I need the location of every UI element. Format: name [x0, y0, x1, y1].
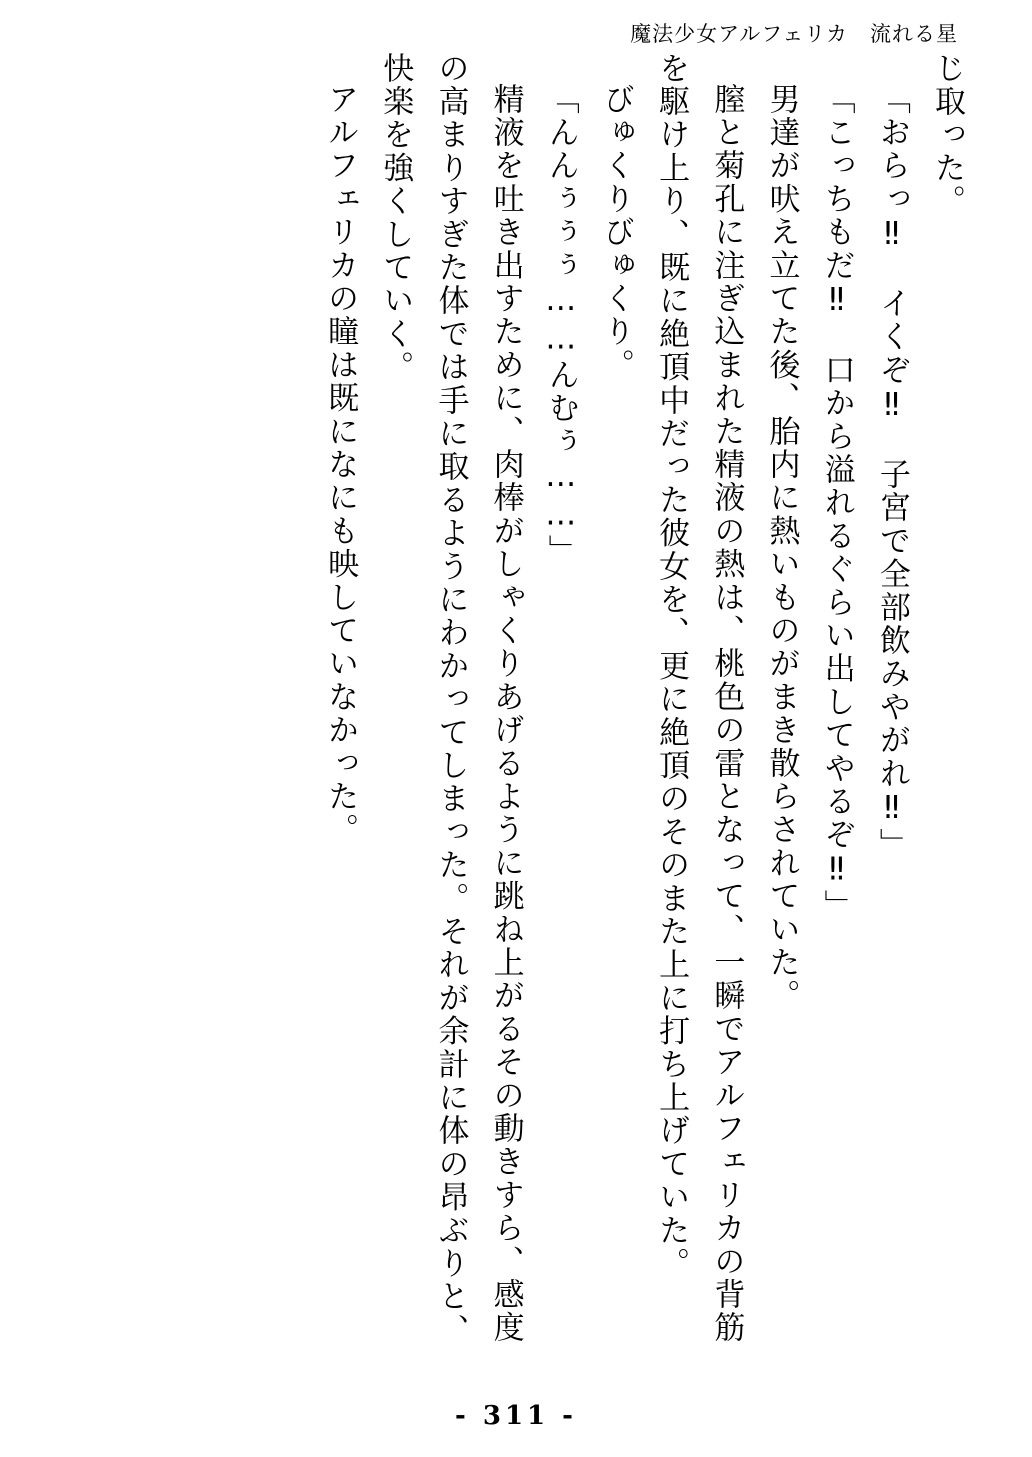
body-paragraph: 「んんぅぅぅ……んむぅ……」: [542, 83, 579, 568]
page-footer: [0, 1401, 1032, 1431]
body-paragraph: 膣と菊孔に注ぎ込まれた精液の熱は、桃色の雷となって、一瞬でアルフェリカの背筋を駆け上り、既に絶頂中だった彼女を、更に絶頂のそのまた上に打ち上げていた。: [653, 52, 745, 1345]
vertical-text-block: [54, 52, 974, 1372]
page-number: - 311 -: [455, 1401, 577, 1431]
body-paragraph: 「おらっ‼ イくぞ‼ 子宮で全部飲みやがれ‼」: [873, 83, 910, 862]
running-head-title: 魔法少女アルフェリカ 流れる星: [630, 22, 958, 46]
body-paragraph: 男達が吠え立てた後、胎内に熱いものがまき散らされていた。: [763, 83, 800, 1013]
body-paragraph: 精液を吐き出すために、肉棒がしゃくりあげるように跳ね上がるその動きすら、感度の高まりすぎた体では手に取るようにわかってしまった。それが余計に体の昂ぶりと、快楽を強くしていく。: [377, 52, 524, 1347]
page-body: [54, 52, 974, 1372]
body-paragraph: じ取った。: [929, 52, 965, 218]
body-paragraph: 「こっちもだ‼ 口から溢れるぐらい出してやるぞ‼」: [818, 83, 855, 923]
body-paragraph: アルフェリカの瞳は既になにも映していなかった。: [322, 83, 359, 847]
body-paragraph: びゅくりびゅくり。: [597, 83, 634, 382]
page-header: [0, 10, 1032, 50]
